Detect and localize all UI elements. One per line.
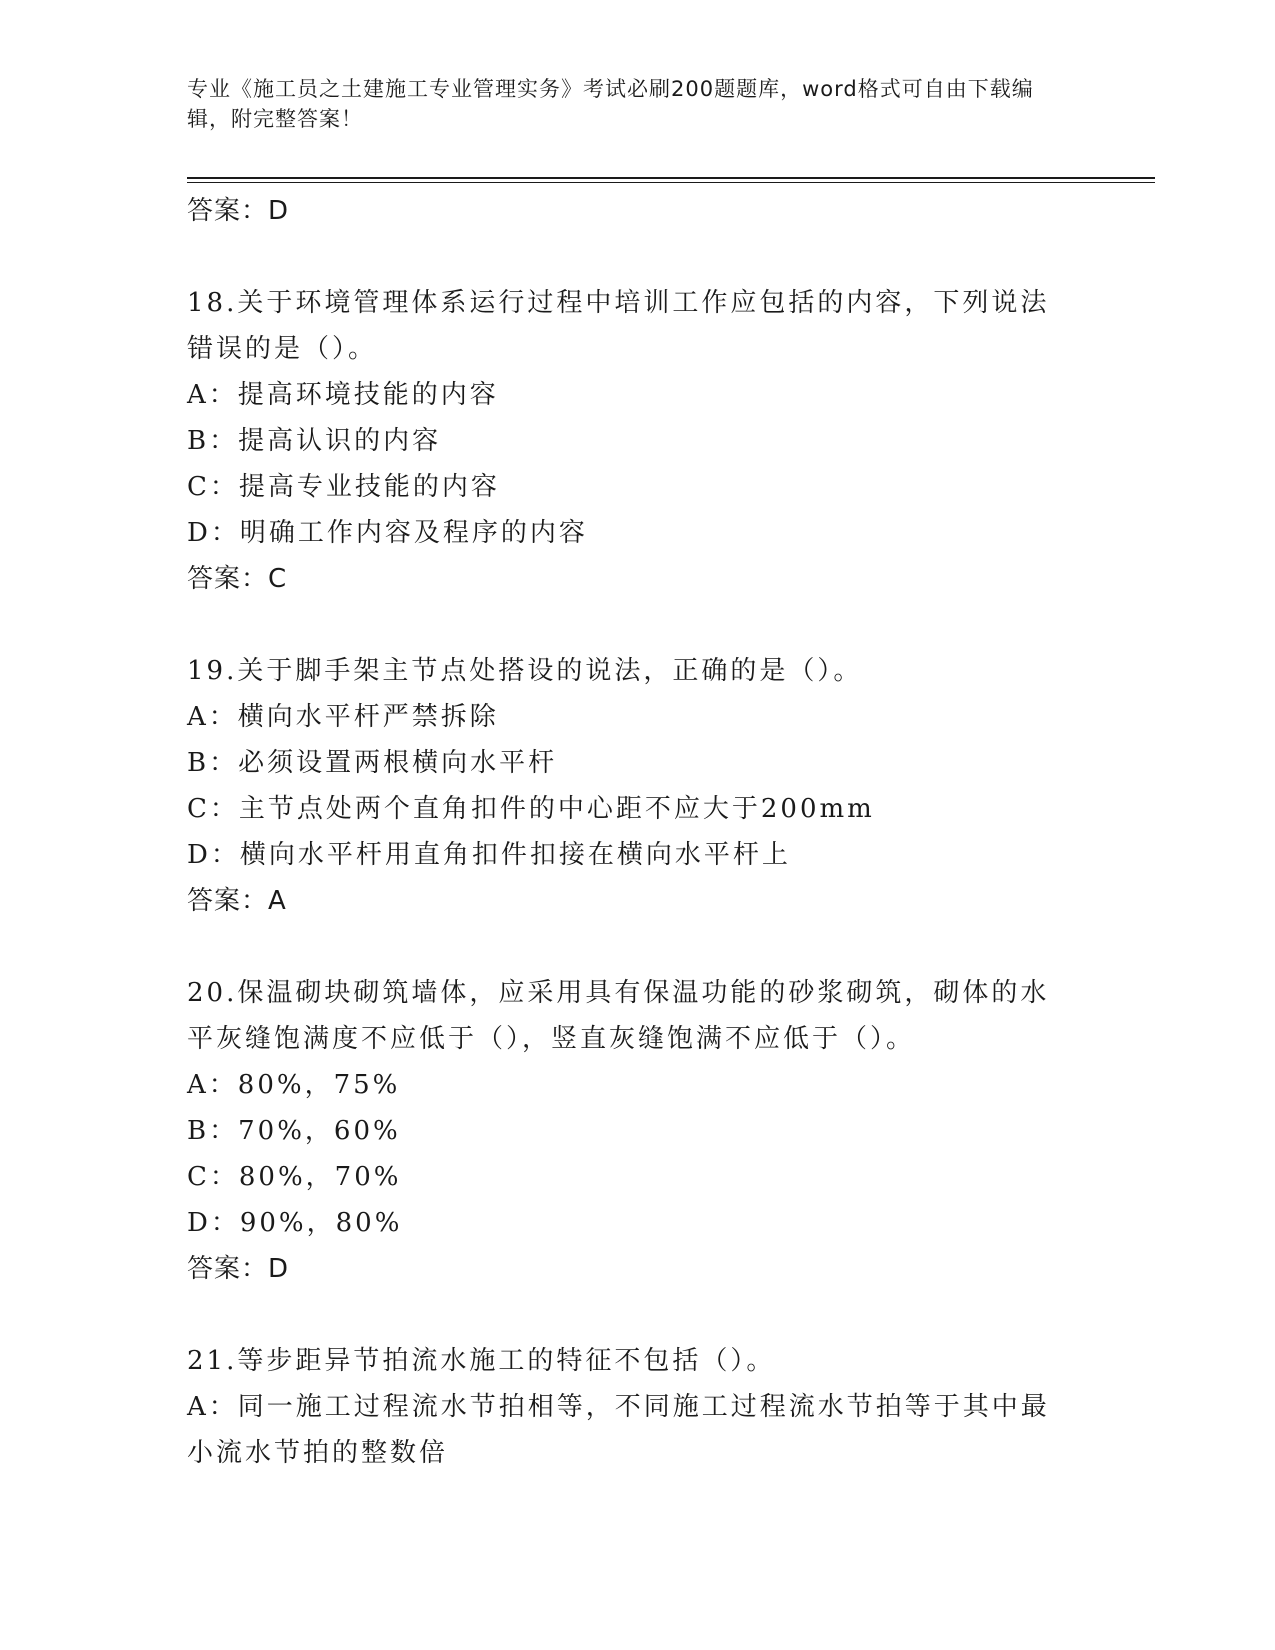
- spacer: [187, 234, 1067, 280]
- answer-option: A：80%，75%: [187, 1070, 401, 1100]
- answer-option: B：必须设置两根横向水平杆: [187, 748, 558, 778]
- answer-option: D：明确工作内容及程序的内容: [187, 518, 588, 548]
- answer-line: 答案：D: [187, 1254, 290, 1284]
- answer-line: 答案：C: [187, 564, 288, 594]
- spacer: [187, 924, 1067, 970]
- answer-option: D：90%，80%: [187, 1208, 403, 1238]
- answer-option: B：70%，60%: [187, 1116, 401, 1146]
- spacer: [187, 1292, 1067, 1338]
- question-stem: 19.关于脚手架主节点处搭设的说法，正确的是（）。: [187, 656, 863, 686]
- answer-option: D：横向水平杆用直角扣件扣接在横向水平杆上: [187, 840, 791, 870]
- question-stem: 21.等步距异节拍流水施工的特征不包括（）。: [187, 1346, 776, 1376]
- question-stem: 18.关于环境管理体系运行过程中培训工作应包括的内容，下列说法错误的是（）。: [187, 288, 1050, 364]
- question-stem: 20.保温砌块砌筑墙体，应采用具有保温功能的砂浆砌筑，砌体的水平灰缝饱满度不应低于（），竖直灰缝饱满不应低于（）。: [187, 978, 1050, 1054]
- header-divider-thin: [187, 182, 1155, 183]
- document-header: 专业《施工员之土建施工专业管理实务》考试必刷200题题库，word格式可自由下载编辑，附完整答案！: [187, 77, 1034, 131]
- answer-line: 答案：A: [187, 886, 287, 916]
- answer-line: 答案：D: [187, 196, 290, 226]
- answer-option: C：80%，70%: [187, 1162, 402, 1192]
- answer-option: A：同一施工过程流水节拍相等，不同施工过程流水节拍等于其中最小流水节拍的整数倍: [187, 1392, 1050, 1468]
- header-divider-thick: [187, 177, 1155, 179]
- answer-option: A：横向水平杆严禁拆除: [187, 702, 499, 732]
- answer-option: C：提高专业技能的内容: [187, 472, 500, 502]
- answer-option: B：提高认识的内容: [187, 426, 442, 456]
- answer-option: C：主节点处两个直角扣件的中心距不应大于200mm: [187, 794, 875, 824]
- question-list: [187, 188, 1067, 1476]
- answer-option: A：提高环境技能的内容: [187, 380, 499, 410]
- spacer: [187, 602, 1067, 648]
